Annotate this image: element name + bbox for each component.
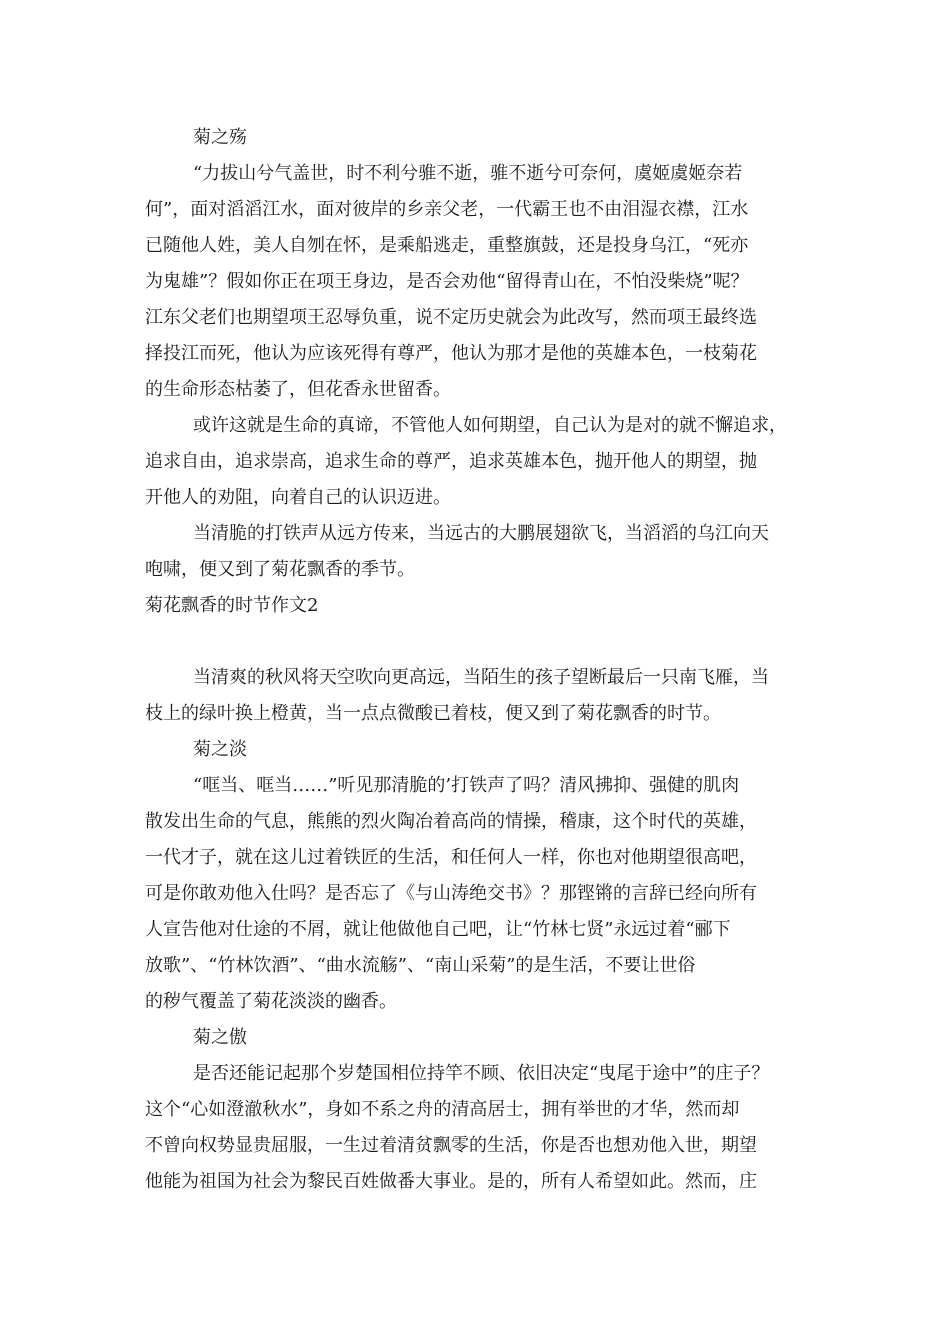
paragraph-line: 放歌”、“竹林饮酒”、“曲水流觞”、“南山采菊”的是生活，不要让世俗 <box>145 955 696 976</box>
section-heading-ju-zhi-shang: 菊之殇 <box>193 127 247 148</box>
paragraph-line: 的生命形态枯萎了，但花香永世留香。 <box>145 379 451 400</box>
paragraph-line: 当清脆的打铁声从远方传来，当远古的大鹏展翅欲飞，当滔滔的乌江向天 <box>193 523 769 544</box>
paragraph-line: 不曾向权势显贵屈服，一生过着清贫飘零的生活，你是否也想劝他入世，期望 <box>145 1135 757 1156</box>
paragraph-line: 人宣告他对仕途的不屑，就让他做他自己吧，让“竹林七贤”永远过着“郦下 <box>145 919 731 940</box>
paragraph-line: “哐当、哐当……”听见那清脆的’打铁声了吗？清风拂抑、强健的肌肉 <box>193 775 740 796</box>
paragraph-line: 择投江而死，他认为应该死得有尊严，他认为那才是他的英雄本色，一枝菊花 <box>145 343 757 364</box>
paragraph-line: 开他人的劝阻，向着自己的认识迈进。 <box>145 487 451 508</box>
paragraph-line: 咆啸，便又到了菊花飘香的季节。 <box>145 559 415 580</box>
paragraph-line: 散发出生命的气息，熊熊的烈火陶冶着高尚的情操，稽康，这个时代的英雄， <box>145 811 757 832</box>
paragraph-line: 追求自由，追求崇高，追求生命的尊严，追求英雄本色，抛开他人的期望，抛 <box>145 451 757 472</box>
paragraph-line: 已随他人姓，美人自刎在怀，是乘船逃走，重整旗鼓，还是投身乌江，“死亦 <box>145 235 749 256</box>
section-heading-ju-zhi-ao: 菊之傲 <box>193 1027 247 1048</box>
paragraph-line: 为鬼雄”？假如你正在项王身边，是否会劝他“留得青山在，不怕没柴烧”呢？ <box>145 271 749 292</box>
paragraph-line: 他能为祖国为社会为黎民百姓做番大事业。是的，所有人希望如此。然而，庄 <box>145 1171 757 1192</box>
paragraph-line: 这个“心如澄澈秋水”，身如不系之舟的清高居士，拥有举世的才华，然而却 <box>145 1099 740 1120</box>
paragraph-line: 一代才子，就在这儿过着铁匠的生活，和任何人一样，你也对他期望很高吧， <box>145 847 757 868</box>
paragraph-line: 何”，面对滔滔江水，面对彼岸的乡亲父老，一代霸王也不由泪湿衣襟，江水 <box>145 199 749 220</box>
paragraph-line: 是否还能记起那个岁楚国相位持竿不顾、依旧决定“曳尾于途中”的庄子？ <box>193 1063 770 1084</box>
paragraph-line: “力拔山兮气盖世，时不利兮骓不逝，骓不逝兮可奈何，虞姬虞姬奈若 <box>193 163 743 184</box>
paragraph-line: 江东父老们也期望项王忍辱负重，说不定历史就会为此改写，然而项王最终选 <box>145 307 757 328</box>
section-heading-ju-zhi-dan: 菊之淡 <box>193 739 247 760</box>
paragraph-line: 或许这就是生命的真谛，不管他人如何期望，自己认为是对的就不懈追求， <box>193 415 787 436</box>
paragraph-line: 当清爽的秋风将天空吹向更高远，当陌生的孩子望断最后一只南飞雁，当 <box>193 667 769 688</box>
paragraph-line: 的秽气覆盖了菊花淡淡的幽香。 <box>145 991 397 1012</box>
paragraph-line: 枝上的绿叶换上橙黄，当一点点微酸已着枝，便又到了菊花飘香的时节。 <box>145 703 721 724</box>
paragraph-line: 可是你敢劝他入仕吗？是否忘了《与山涛绝交书》？那铿锵的言辞已经向所有 <box>145 883 757 904</box>
article-title: 菊花飘香的时节作文2 <box>145 595 319 616</box>
